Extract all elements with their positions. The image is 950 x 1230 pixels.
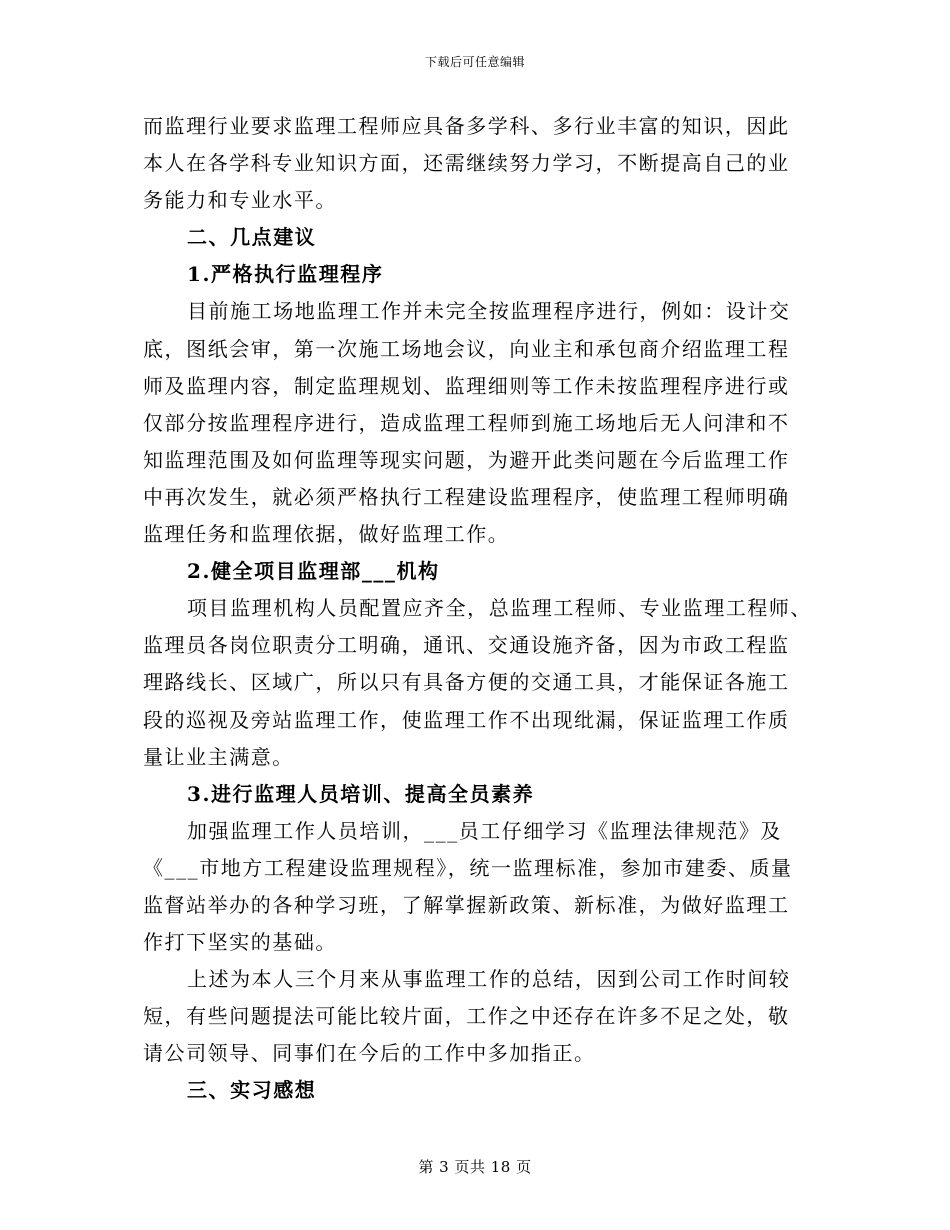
paragraph-line: 底，图纸会审，第一次施工场地会议，向业主和承包商介绍监理工程 xyxy=(143,336,790,361)
paragraph-line: 监督站举办的各种学习班，了解掌握新政策、新标准，为做好监理工 xyxy=(143,892,790,917)
paragraph-line: 项目监理机构人员配置应齐全，总监理工程师、专业监理工程师、 xyxy=(187,596,812,621)
paragraph-line: 段的巡视及旁站监理工作，使监理工作不出现纰漏，保证监理工作质 xyxy=(143,707,790,732)
paragraph-line: 加强监理工作人员培训，___员工仔细学习《监理法律规范》及 xyxy=(187,818,782,843)
paragraph-line: 仅部分按监理程序进行，造成监理工程师到施工场地后无人问津和不 xyxy=(143,410,790,435)
paragraph-line: 而监理行业要求监理工程师应具备多学科、多行业丰富的知识，因此 xyxy=(143,114,790,138)
paragraph-line: 知监理范围及如何监理等现实问题，为避开此类问题在今后监理工作 xyxy=(143,447,790,472)
paragraph-line: 量让业主满意。 xyxy=(143,744,294,769)
document-body xyxy=(143,108,833,1110)
paragraph-line: 上述为本人三个月来从事监理工作的总结，因到公司工作时间较 xyxy=(187,967,791,992)
paragraph-line: 本人在各学科专业知识方面，还需继续努力学习，不断提高自己的业 xyxy=(143,151,790,176)
paragraph-line: 务能力和专业水平。 xyxy=(143,188,337,213)
paragraph-line: 监理任务和监理依据，做好监理工作。 xyxy=(143,522,510,547)
paragraph-line: 作打下坚实的基础。 xyxy=(143,930,337,955)
section-heading: 二、几点建议 xyxy=(187,225,317,250)
paragraph-line: 监理员各岗位职责分工明确，通讯、交通设施齐备，因为市政工程监 xyxy=(143,633,790,658)
subsection-heading: 1.严格执行监理程序 xyxy=(187,262,384,287)
paragraph-line: 短，有些问题提法可能比较片面，工作之中还存在许多不足之处，敬 xyxy=(143,1004,790,1029)
subsection-heading: 2.健全项目监理部___机构 xyxy=(187,559,440,584)
subsection-heading: 3.进行监理人员培训、提高全员素养 xyxy=(187,781,535,806)
page-header: 下载后可任意编辑 xyxy=(424,55,525,69)
section-heading: 三、实习感想 xyxy=(187,1078,317,1103)
paragraph-line: 中再次发生，就必须严格执行工程建设监理程序，使监理工程师明确 xyxy=(143,484,790,509)
page-number: 第 3 页共 18 页 xyxy=(418,1158,532,1176)
paragraph-line: 《___市地方工程建设监理规程》，统一监理标准，参加市建委、质量 xyxy=(143,855,793,880)
paragraph-line: 理路线长、区域广，所以只有具备方便的交通工具，才能保证各施工 xyxy=(143,670,790,695)
paragraph-line: 请公司领导、同事们在今后的工作中多加指正。 xyxy=(143,1041,596,1066)
paragraph-line: 目前施工场地监理工作并未完全按监理程序进行，例如：设计交 xyxy=(187,299,791,324)
paragraph-line: 师及监理内容，制定监理规划、监理细则等工作未按监理程序进行或 xyxy=(143,373,790,398)
